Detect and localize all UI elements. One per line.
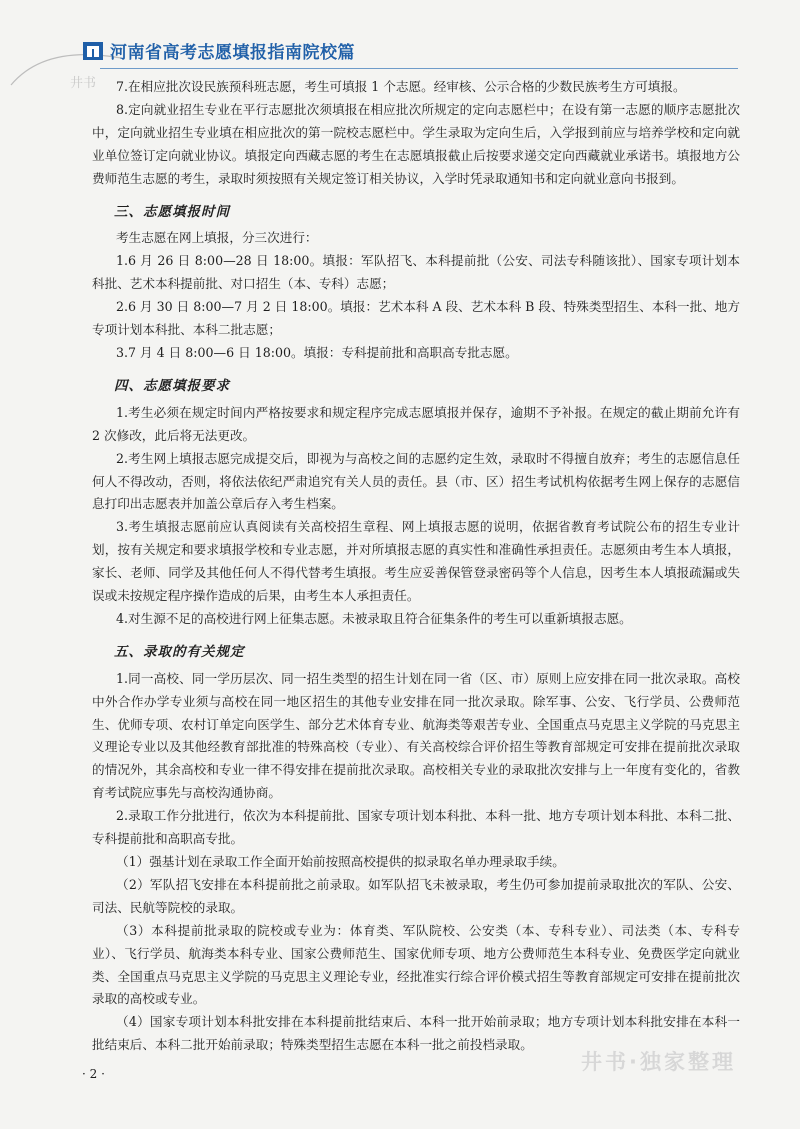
- document-body: [92, 76, 740, 1057]
- watermark: 井书·独家整理: [581, 1050, 736, 1074]
- page-number: · 2 ·: [82, 1067, 105, 1081]
- paragraph: 1.6 月 26 日 8:00—28 日 18:00。填报：军队招飞、本科提前批（公安、司法专科随该批）、国家专项计划本科批、艺术本科提前批、对口招生（本、专科）志愿；: [92, 253, 740, 292]
- section-heading-time: 三、志愿填报时间: [114, 203, 230, 220]
- section-heading-admission: 五、录取的有关规定: [114, 643, 245, 660]
- header-divider: [100, 68, 738, 69]
- page-header: [82, 38, 355, 63]
- paragraph: 8.定向就业招生专业在平行志愿批次须填报在相应批次所规定的定向志愿栏中；在设有第一志愿的顺序志愿批次中，定向就业招生专业填在相应批次的第一院校志愿栏中。学生录取为定向生后，入学报到前应与培养学校和定向就业单位签订定向就业协议。填报定向西藏志愿的考生在志愿填报截止后按要求递交定向西藏就业承诺书。填报地方公费师范生志愿的考生，录取时须按照有关规定签订相关协议，入学时凭录取通知书和定向就业意向书报到。: [92, 101, 740, 186]
- section-heading-requirements: 四、志愿填报要求: [114, 377, 230, 394]
- paragraph: 3.考生填报志愿前应认真阅读有关高校招生章程、网上填报志愿的说明，依据省教育考试院公布的招生专业计划，按有关规定和要求填报学校和专业志愿，并对所填报志愿的真实性和准确性承担责任。志愿须由考生本人填报，家长、老师、同学及其他任何人不得代替考生填报。考生应妥善保管登录密码等个人信息，因考生本人填报疏漏或失误或未按规定程序操作造成的后果，由考生本人承担责任。: [92, 519, 740, 604]
- paragraph: 考生志愿在网上填报，分三次进行：: [116, 230, 318, 246]
- paragraph: 7.在相应批次设民族预科班志愿，考生可填报 1 个志愿。经审核、公示合格的少数民族考生方可填报。: [116, 79, 686, 94]
- paragraph: 2.考生网上填报志愿完成提交后，即视为与高校之间的志愿约定生效，录取时不得擅自放弃；考生的志愿信息任何人不得改动，否则，将依法依纪严肃追究有关人员的责任。县（市、区）招生考试机构依据考生网上保存的志愿信息打印出志愿表并加盖公章后存入考生档案。: [92, 450, 740, 512]
- book-logo-icon: [82, 40, 104, 62]
- stamp-mark: 井书: [70, 76, 97, 91]
- paragraph: （1）强基计划在录取工作全面开始前按照高校提供的拟录取名单办理录取手续。: [116, 854, 565, 869]
- paragraph: 1.考生必须在规定时间内严格按要求和规定程序完成志愿填报并保存，逾期不予补报。在规定的截止期前允许有 2 次修改，此后将无法更改。: [92, 404, 740, 443]
- paragraph: （4）国家专项计划本科批安排在本科提前批结束后、本科一批开始前录取；地方专项计划本科批安排在本科一批结束后、本科二批开始前录取；特殊类型招生志愿在本科一批之前投档录取。: [92, 1014, 740, 1053]
- paragraph: 3.7 月 4 日 8:00—6 日 18:00。填报：专科提前批和高职高专批志愿。: [116, 344, 518, 360]
- paragraph: （3）本科提前批录取的院校或专业为：体育类、军队院校、公安类（本、专科专业）、司法类（本、专科专业）、飞行学员、航海类本科专业、国家公费师范生、国家优师专项、地方公费师范生本科专业、免费医学定向就业类、全国重点马克思主义学院的马克思主义理论专业，经批准实行综合评价模式招生等教育部规定可安排在提前批次录取的高校或专业。: [92, 922, 740, 1007]
- paragraph: （2）军队招飞安排在本科提前批之前录取。如军队招飞未被录取，考生仍可参加提前录取批次的军队、公安、司法、民航等院校的录取。: [92, 876, 740, 915]
- paragraph: 1.同一高校、同一学历层次、同一招生类型的招生计划在同一省（区、市）原则上应安排在同一批次录取。高校中外合作办学专业须与高校在同一地区招生的其他专业安排在同一批次录取。除军事、公安、飞行学员、公费师范生、优师专项、农村订单定向医学生、部分艺术体育专业、航海类等艰苦专业、全国重点马克思主义学院的马克思主义理论专业以及其他经教育部批准的特殊高校（专业）、有关高校综合评价招生等教育部规定可安排在提前批次录取的情况外，其余高校和专业一律不得安排在提前批次录取。高校相关专业的录取批次安排与上一年度有变化的，省教育考试院应事先与高校沟通协商。: [92, 670, 740, 801]
- header-title: 河南省高考志愿填报指南院校篇: [110, 43, 355, 63]
- paragraph: 4.对生源不足的高校进行网上征集志愿。未被录取且符合征集条件的考生可以重新填报志愿。: [116, 610, 632, 626]
- paragraph: 2.录取工作分批进行，依次为本科提前批、国家专项计划本科批、本科一批、地方专项计划本科批、本科二批、专科提前批和高职高专批。: [92, 808, 740, 847]
- paragraph: 2.6 月 30 日 8:00—7 月 2 日 18:00。填报：艺术本科 A 段、艺术本科 B 段、特殊类型招生、本科一批、地方专项计划本科批、本科二批志愿；: [92, 299, 740, 338]
